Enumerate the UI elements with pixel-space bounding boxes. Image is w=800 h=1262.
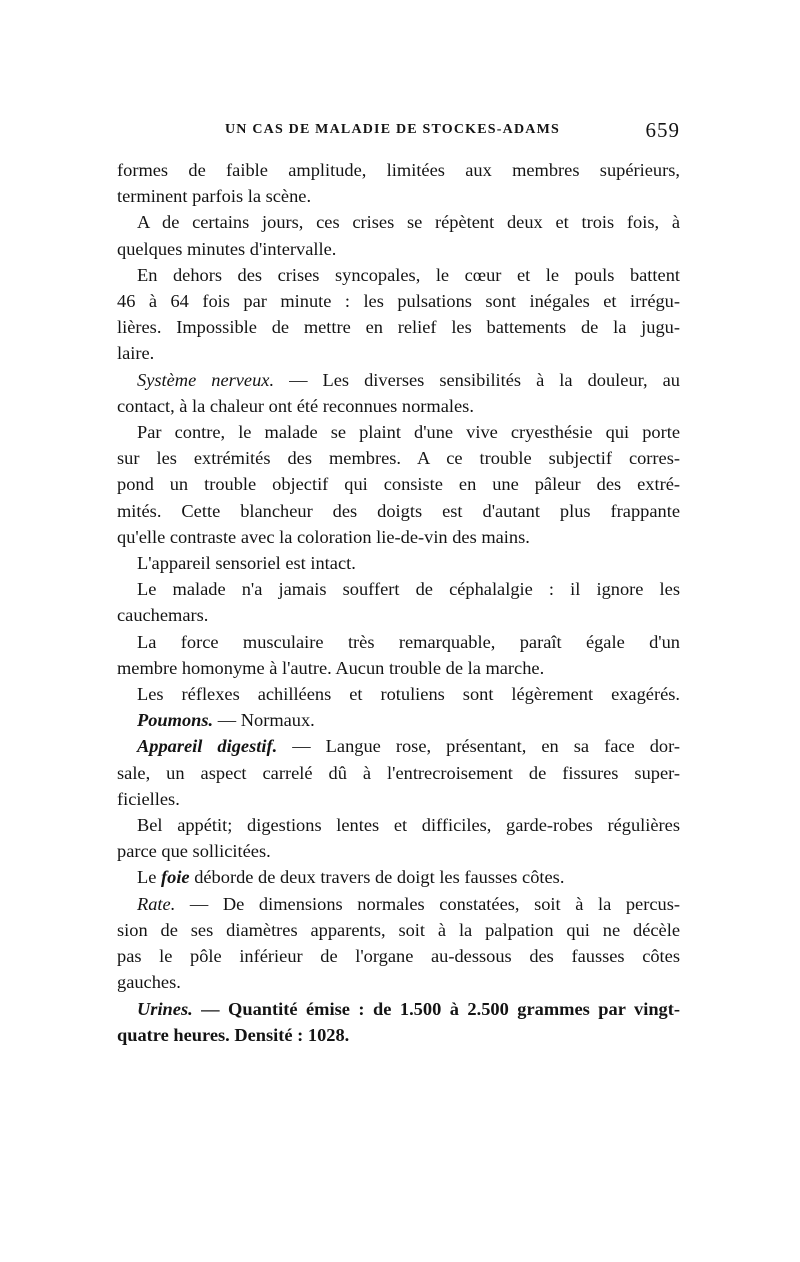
text-line: pas le pôle inférieur de l'organe au-dessous des fausses côtes xyxy=(117,946,680,967)
text-run: déborde de deux travers de doigt les fausses côtes. xyxy=(189,867,565,888)
text-line: Par contre, le malade se plaint d'une vive cryesthésie qui porte xyxy=(137,422,680,443)
paragraph-foie xyxy=(117,864,680,890)
text-line: ficielles. xyxy=(117,788,180,809)
paragraph-systeme-nerveux xyxy=(117,367,680,419)
text-line xyxy=(117,707,680,733)
section-heading-rate: Rate. xyxy=(137,893,176,914)
text-line: mités. Cette blancheur des doigts est d'autant plus frappante xyxy=(117,500,680,521)
paragraph-poumons xyxy=(117,707,680,733)
running-head xyxy=(117,118,680,148)
paragraph-cephalalgie xyxy=(117,576,680,628)
section-heading-urines: Urines. xyxy=(137,998,193,1019)
text-line: sion de ses diamètres apparents, soit à la palpation qui ne décèle xyxy=(117,919,680,940)
text-line: A de certains jours, ces crises se répètent deux et trois fois, à xyxy=(137,212,680,233)
paragraph-rate xyxy=(117,891,680,996)
section-heading-systeme-nerveux: Système nerveux. xyxy=(137,369,275,390)
text-line: quatre heures. Densité : 1028. xyxy=(117,1024,350,1045)
text-line: En dehors des crises syncopales, le cœur et le pouls battent xyxy=(137,264,680,285)
text-line: 46 à 64 fois par minute : les pulsations sont inégales et irrégu- xyxy=(117,291,680,312)
text-line: qu'elle contraste avec la coloration lie-de-vin des mains. xyxy=(117,526,530,547)
text-line: gauches. xyxy=(117,972,181,993)
running-title: UN CAS DE MALADIE DE STOCKES-ADAMS xyxy=(225,122,560,137)
paragraph-urines xyxy=(117,996,680,1048)
text-line: sale, un aspect carrelé dû à l'entrecroisement de fissures super- xyxy=(117,762,680,783)
text-line: sur les extrémités des membres. A ce trouble subjectif corres- xyxy=(117,448,680,469)
text-line: pond un trouble objectif qui consiste en une pâleur des extré- xyxy=(117,474,680,495)
text-line: lières. Impossible de mettre en relief les battements de la jugu- xyxy=(117,317,680,338)
text-line: parce que sollicitées. xyxy=(117,841,271,862)
section-heading-poumons: Poumons. xyxy=(137,710,214,731)
paragraph-crises-repetition xyxy=(117,209,680,261)
text-line: cauchemars. xyxy=(117,605,209,626)
text-line xyxy=(117,864,680,890)
text-line: La force musculaire très remarquable, paraît égale d'un xyxy=(137,631,680,652)
paragraph-pulse xyxy=(117,262,680,367)
text-line: membre homonyme à l'autre. Aucun trouble de la marche. xyxy=(117,657,545,678)
text-line xyxy=(117,733,680,759)
paragraph-appetit xyxy=(117,812,680,864)
text-line: Bel appétit; digestions lentes et difficiles, garde-robes régulières xyxy=(137,815,680,836)
text-line xyxy=(117,996,680,1022)
text-line xyxy=(117,891,680,917)
text-line: contact, à la chaleur ont été reconnues normales. xyxy=(117,395,474,416)
text-line: Le malade n'a jamais souffert de céphalalgie : il ignore les xyxy=(137,579,680,600)
text-run: — Langue rose, présentant, en sa face dor- xyxy=(277,736,681,757)
keyword-foie: foie xyxy=(161,867,190,888)
text-line: Les réflexes achilléens et rotuliens sont légèrement exagérés. xyxy=(137,684,680,705)
text-line: quelques minutes d'intervalle. xyxy=(117,238,337,259)
page-number: 659 xyxy=(645,118,680,142)
text-line: L'appareil sensoriel est intact. xyxy=(137,553,356,574)
paragraph-appareil-sensoriel xyxy=(117,550,680,576)
text-run: — Les diverses sensibilités à la douleur, au xyxy=(274,369,681,390)
text-line xyxy=(117,367,680,393)
body-text xyxy=(117,157,680,1048)
text-line: formes de faible amplitude, limitées aux membres supérieurs, xyxy=(117,160,680,180)
paragraph-cryesthesie xyxy=(117,419,680,550)
section-heading-appareil-digestif: Appareil digestif. xyxy=(137,736,278,757)
paragraph-force-musculaire xyxy=(117,629,680,681)
text-line: terminent parfois la scène. xyxy=(117,186,312,207)
text-run: Le xyxy=(137,867,161,888)
paragraph-reflexes xyxy=(117,681,680,707)
text-line: laire. xyxy=(117,343,155,364)
paragraph-continuation xyxy=(117,157,680,209)
paragraph-appareil-digestif xyxy=(117,733,680,812)
text-run: — Quantité émise : de 1.500 à 2.500 grammes par vingt- xyxy=(192,998,680,1019)
text-run: — Normaux. xyxy=(213,710,315,731)
text-run: — De dimensions normales constatées, soit à la percus- xyxy=(175,893,680,914)
